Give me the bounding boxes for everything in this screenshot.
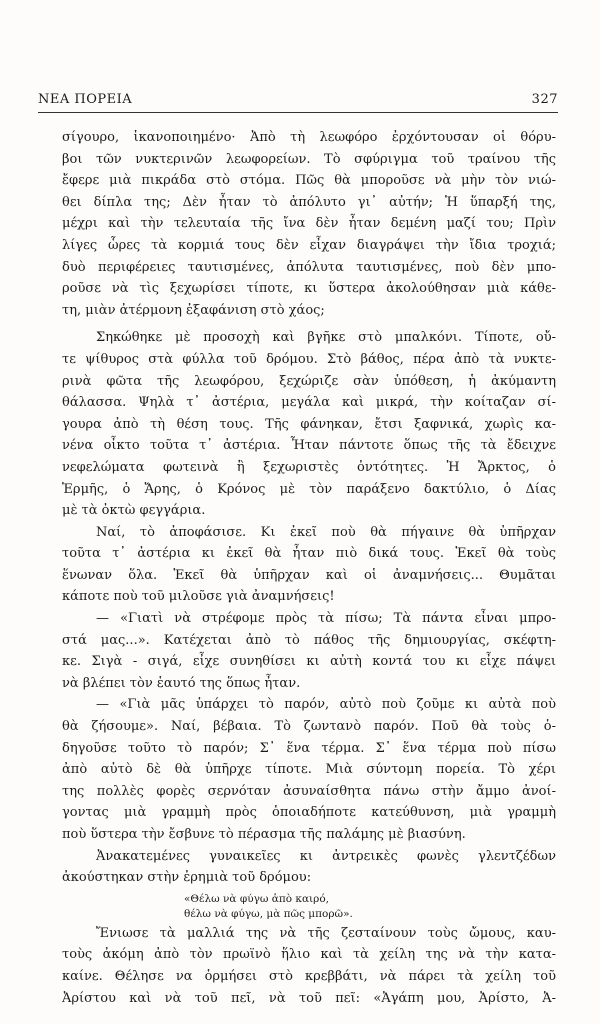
text-line: κε. Σιγὰ - σιγά, εἶχε συνηθίσει κι αὐτὴ κοντά του κι εἶχε πάψει — [62, 654, 556, 670]
text-line: ρινὰ φῶτα τῆς λεωφόρου, ξεχώριζε σὰν ὑπόθεση, ἡ ἀκύμαντη — [62, 373, 556, 389]
text-line: Ἔνιωσε τὰ μαλλιά της νὰ τῆς ζεσταίνουν τοὺς ὤμους, καυ- — [96, 925, 556, 941]
text-line: λίγες ὧρες τὰ κορμιά τους δὲν εἶχαν διαγράψει τὴν ἴδια τροχιά; — [62, 237, 556, 253]
text-line: βοι τῶν νυκτερινῶν λεωφορείων. Τὸ σφύριγμα τοῦ τραίνου τῆς — [62, 151, 556, 167]
text-line: θὰ ζήσουμε». Ναί, βέβαια. Τὸ ζωντανὸ παρόν. Ποῦ θὰ τοὺς ὁ- — [62, 719, 556, 735]
text-line: νεφελώματα φωτεινὰ ἢ ξεχωριστὲς ὀντότητες. Ἡ Ἄρκτος, ὁ — [62, 459, 556, 475]
text-line: ἀπὸ αὐτὸ δὲ θὰ ὑπῆρχε τίποτε. Μιὰ σύντομη πορεία. Τὸ χέρι — [62, 762, 556, 778]
text-line: νένα οἶκτο τοῦτα τ᾽ ἀστέρια. Ἦταν πάντοτε ὅπως τῆς τὰ ἔδειχνε — [62, 438, 556, 454]
text-line: σίγουρο, ἱκανοποιημένο· Ἀπὸ τὴ λεωφόρο ἐρχόντουσαν οἱ θόρυ- — [62, 130, 556, 145]
text-line: ἔφερε μιὰ πικράδα στὸ στόμα. Πῶς θὰ μποροῦσε νὰ μὴν τὸν νιώ- — [62, 173, 556, 189]
paragraph — [62, 694, 556, 845]
text-line: γοντας μιὰ γραμμὴ πρὸς ὁποιαδήποτε κατεύθυνση, μιὰ γραμμὴ — [62, 805, 556, 821]
paragraph — [62, 522, 556, 608]
paragraph — [62, 846, 556, 889]
text-line: κάποτε ποὺ τοῦ μιλοῦσε γιὰ ἀναμνήσεις! — [62, 589, 335, 605]
text-line: τε ψίθυρος στὰ φύλλα τοῦ δρόμου. Στὸ βάθος, πέρα ἀπὸ τὰ νυκτε- — [62, 351, 556, 367]
text-line: νὰ βλέπει τὸν ἑαυτό της ὅπως ἦταν. — [62, 675, 301, 691]
text-line: ποὺ ὕστερα τὴν ἔσβυνε τὸ πέρασμα τῆς παλάμης μὲ βιασύνη. — [62, 827, 466, 842]
text-line: δυὸ περιφέρειες ταυτισμένες, ἀπόλυτα ταυτισμένες, ποὺ δὲν μπο- — [62, 259, 556, 275]
text-line: ἀκούστηκαν στὴν ἐρημιὰ τοῦ δρόμου: — [62, 870, 312, 886]
text-line: δηγοῦσε τοῦτο τὸ παρόν; Σ᾽ ἕνα τέρμα. Σ᾽ ἕνα τέρμα ποὺ πίσω — [62, 740, 556, 756]
text-line: Ἀνακατεμένες γυναικεῖες κι ἀντρεικὲς φωνὲς γλεντζέδων — [96, 848, 556, 864]
text-line: Ἑρμῆς, ὁ Ἄρης, ὁ Κρόνος μὲ τὸν παράξενο δακτύλιο, ὁ Δίας — [62, 481, 556, 497]
running-head — [38, 92, 558, 110]
text-line: τοὺς ἀκόμη ἀπὸ τὸν πρωϊνὸ ἥλιο καὶ τὰ χείλη της νὰ τὴν κατα- — [62, 947, 556, 963]
verse-line: θέλω νὰ φύγω, μὰ πῶς μπορῶ». — [184, 907, 353, 920]
header-rule — [38, 112, 558, 113]
journal-title: ΝΕΑ ΠΟΡΕΙΑ — [38, 92, 133, 107]
paragraph — [62, 127, 556, 321]
text-line: στά μας...». Κατέχεται ἀπὸ τὸ πάθος τῆς δημιουργίας, σκέφτη- — [62, 632, 556, 648]
text-line: μέχρι καὶ τὴν τελευταία τῆς ἴνα δὲν ἦταν δεμένη μαζί του; Πρὶν — [62, 216, 556, 232]
text-line: Ναί, τὸ ἀποφάσισε. Κι ἐκεῖ ποὺ θὰ πήγαινε θὰ ὑπῆρχαν — [96, 524, 556, 540]
paragraph — [62, 608, 556, 694]
text-line: μὲ τὰ ὀκτὼ φεγγάρια. — [62, 503, 206, 519]
text-line: της πολλὲς φορὲς σερνόταν ἀσυναίσθητα πάνω στὴν ἄμμο ἀνοί- — [62, 783, 556, 799]
text-line: τη, μιὰν ἀτέρμονη ἐξαφάνιση στὸ χάος; — [62, 302, 325, 318]
text-line: καίνε. Θέλησε να ὁρμήσει στὸ κρεββάτι, νὰ πάρει τὰ χείλη τοῦ — [62, 968, 556, 984]
text-line: θει δίπλα της; Δὲν ἦταν τὸ ἀπόλυτο γι᾽ αὐτήν; Ἡ ὕπαρξή της, — [62, 194, 556, 210]
text-line: τοῦτα τ᾽ ἀστέρια κι ἐκεῖ θὰ ἦταν πιὸ δικά τους. Ἐκεῖ θὰ τοὺς — [62, 546, 556, 562]
text-line: ἕνωναν ὅλα. Ἐκεῖ θὰ ὑπῆρχαν καὶ οἱ ἀναμνήσεις... Θυμᾶται — [62, 567, 556, 583]
paragraph — [62, 327, 556, 521]
text-line: Σηκώθηκε μὲ προσοχὴ καὶ βγῆκε στὸ μπαλκόνι. Τίποτε, οὔ- — [96, 330, 556, 346]
song-verse — [62, 892, 556, 922]
text-line: Ἀρίστου καὶ νὰ τοῦ πεῖ, νὰ τοῦ πεῖ: «Ἀγάπη μου, Ἀρίστο, Ἀ- — [62, 990, 556, 1006]
verse-line: «Θέλω νὰ φύγω ἀπὸ καιρό, — [184, 892, 330, 905]
text-line: θάλασσα. Ψηλὰ τ᾽ ἀστέρια, μεγάλα καὶ μικρά, τὴν κοίταζαν σί- — [62, 395, 556, 411]
paragraph — [62, 923, 556, 1009]
page-number: 327 — [531, 92, 558, 107]
text-line: γουρα ἀπὸ τὴ θέση τους. Τῆς φάνηκαν, ἔτσι ξαφνικά, χωρὶς κα- — [62, 416, 556, 432]
text-body — [62, 127, 556, 1009]
text-line: ροῦσε νὰ τὶς ξεχωρίσει τίποτε, κι ὕστερα ἀκολούθησαν μιὰ κάθε- — [62, 281, 556, 297]
text-line: — «Γιὰ μᾶς ὑπάρχει τὸ παρόν, αὐτὸ ποὺ ζοῦμε κι αὐτὰ ποὺ — [96, 697, 556, 713]
text-line: — «Γιατὶ νὰ στρέφομε πρὸς τὰ πίσω; Τὰ πάντα εἶναι μπρο- — [96, 611, 556, 627]
